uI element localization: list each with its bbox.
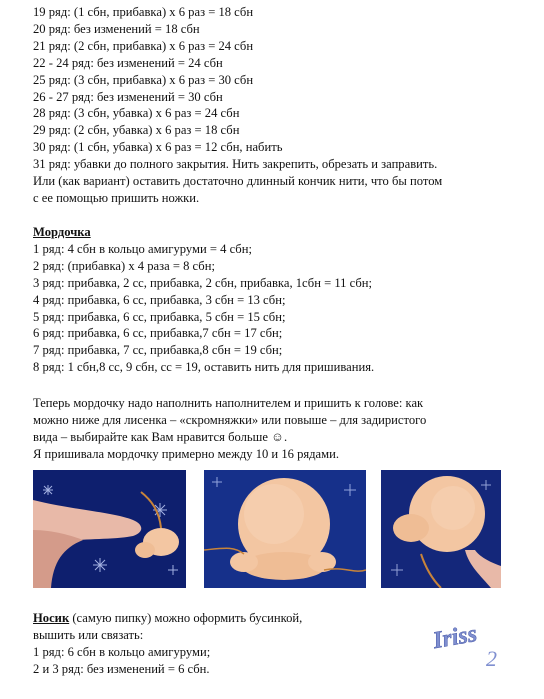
row-line: 2 и 3 ряд: без изменений = 6 сбн. <box>33 661 210 676</box>
row-line: 2 ряд: (прибавка) х 4 раза = 8 сбн; <box>33 258 215 273</box>
signature-watermark <box>430 612 520 672</box>
row-line: 3 ряд: прибавка, 2 сс, прибавка, 2 сбн, прибавка, 1сбн = 11 сбн; <box>33 275 372 290</box>
row-line: 1 ряд: 6 сбн в кольцо амигуруми; <box>33 644 211 659</box>
signature-text: Iriss <box>431 620 479 655</box>
attach-paragraph <box>33 395 532 463</box>
row-line: 25 ряд: (3 сбн, прибавка) х 6 раз = 30 сбн <box>33 72 254 87</box>
row-line: 5 ряд: прибавка, 6 сс, прибавка, 5 сбн = 15 сбн; <box>33 309 286 324</box>
row-line: 6 ряд: прибавка, 6 сс, прибавка,7 сбн = 17 сбн; <box>33 326 283 341</box>
row-line: 4 ряд: прибавка, 6 сс, прибавка, 3 сбн = 13 сбн; <box>33 292 286 307</box>
row-line: 8 ряд: 1 сбн,8 сс, 9 сбн, сс = 19, оставить нить для пришивания. <box>33 360 375 375</box>
muzzle-section <box>33 224 532 376</box>
row-line: 20 ряд: без изменений = 18 сбн <box>33 21 200 36</box>
row-line: Или (как вариант) оставить достаточно длинный кончик нити, что бы потом <box>33 174 443 189</box>
photo-head-with-muzzle <box>204 470 366 588</box>
row-line: 21 ряд: (2 сбн, прибавка) х 6 раз = 24 сбн <box>33 38 254 53</box>
row-line: 22 - 24 ряд: без изменений = 24 сбн <box>33 55 223 70</box>
row-line: 19 ряд: (1 сбн, прибавка) х 6 раз = 18 сбн <box>33 5 254 19</box>
photo-finger-with-muzzle <box>33 470 186 588</box>
paragraph-line: можно ниже для лисенка – «скромняжки» или повыше – для задиристого <box>33 412 427 427</box>
paragraph-line: Я пришивала мордочку примерно между 10 и 16 рядами. <box>33 446 340 461</box>
row-line: с ее помощью пришить ножки. <box>33 190 200 205</box>
row-line: 7 ряд: прибавка, 7 сс, прибавка,8 сбн = 19 сбн; <box>33 343 283 358</box>
row-line: 31 ряд: убавки до полного закрытия. Нить закрепить, обрезать и заправить. <box>33 157 438 172</box>
row-line: 28 ряд: (3 сбн, убавка) х 6 раз = 24 сбн <box>33 106 240 121</box>
page-number: 2 <box>486 646 497 671</box>
row-line: 30 ряд: (1 сбн, убавка) х 6 раз = 12 сбн, набить <box>33 140 283 155</box>
nose-intro-text: (самую пипку) можно оформить бусинкой, <box>69 611 303 625</box>
paragraph-line: вида – выбирайте как Вам нравится больше ☺. <box>33 429 288 444</box>
section-heading: Мордочка <box>33 225 91 239</box>
row-line: 29 ряд: (2 сбн, убавка) х 6 раз = 18 сбн <box>33 123 240 138</box>
row-line: 26 - 27 ряд: без изменений = 30 сбн <box>33 89 223 104</box>
nose-label: Носик <box>33 611 70 625</box>
paragraph-line: Теперь мордочку надо наполнить наполнителем и пришить к голове: как <box>33 396 424 410</box>
row-line: 1 ряд: 4 сбн в кольцо амигуруми = 4 сбн; <box>33 241 252 256</box>
pattern-rows-body <box>33 4 532 207</box>
paragraph-line: вышить или связать: <box>33 627 144 642</box>
photo-head-side-view <box>381 470 501 588</box>
